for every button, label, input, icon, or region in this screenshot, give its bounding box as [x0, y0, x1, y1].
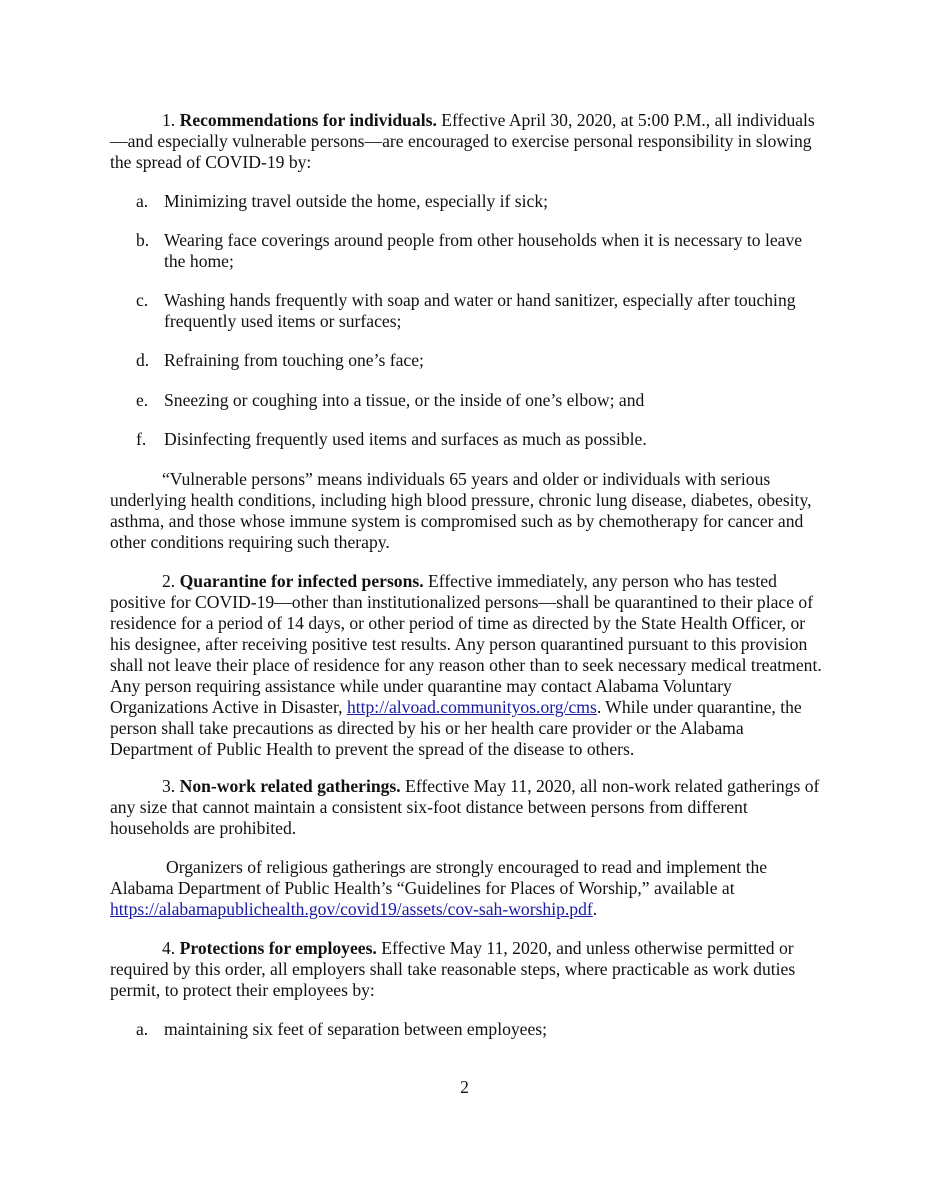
item-text: Refraining from touching one’s face;: [164, 350, 424, 370]
section-4-heading: Protections for employees.: [179, 938, 377, 958]
section-4-text: Effective May 11, 2020, and unless otherwise permitted or required by this order, all employers shall take reasonable steps, where practicable as work duties permit, to protect their employees by:: [110, 938, 796, 1000]
section-3-paragraph: [110, 776, 822, 839]
item-letter: b.: [136, 230, 150, 250]
section-1-number: 1.: [162, 110, 176, 130]
item-text: Sneezing or coughing into a tissue, or the inside of one’s elbow; and: [164, 390, 645, 410]
item-text: maintaining six feet of separation between employees;: [164, 1019, 548, 1039]
section-1-item-d: [136, 350, 816, 371]
section-3-number: 3.: [162, 776, 176, 796]
worship-guidelines-link[interactable]: https://alabamapublichealth.gov/covid19/assets/cov-sah-worship.pdf: [110, 899, 593, 919]
religious-gatherings-text: Organizers of religious gatherings are strongly encouraged to read and implement the Alabama Department of Public Health’s “Guidelines for Places of Worship,” available at: [110, 857, 768, 898]
section-1-item-e: [136, 390, 816, 411]
item-letter: f.: [136, 429, 147, 449]
item-letter: d.: [136, 350, 150, 370]
section-4-item-a: [136, 1019, 816, 1040]
item-letter: e.: [136, 390, 149, 410]
section-3-heading: Non-work related gatherings.: [179, 776, 401, 796]
item-letter: a.: [136, 1019, 149, 1039]
item-letter: a.: [136, 191, 149, 211]
section-2-text: Effective immediately, any person who has tested positive for COVID-19—other than institutionalized persons—shall be quarantined to their place of residence for a period of 14 days, or other period of time as directed by the State Health Officer, or his designee, after receiving positive test results. Any person quarantined pursuant to this provision shall not leave their place of residence for any reason other than to seek necessary medical treatment. Any person requiring assistance while under quarantine may contact Alabama Voluntary Organizations Active in Disaster,: [110, 571, 822, 717]
item-letter: c.: [136, 290, 149, 310]
section-2-paragraph: [110, 571, 822, 760]
section-3-text: Effective May 11, 2020, all non-work related gatherings of any size that cannot maintain a consistent six-foot distance between persons from different households are prohibited.: [110, 776, 820, 838]
item-text: Wearing face coverings around people from other households when it is necessary to leave the home;: [164, 230, 803, 271]
section-1-item-b: [136, 230, 816, 272]
item-text: Washing hands frequently with soap and water or hand sanitizer, especially after touching frequently used items or surfaces;: [164, 290, 796, 331]
section-1-item-c: [136, 290, 816, 332]
vulnerable-definition-text: “Vulnerable persons” means individuals 65 years and older or individuals with serious underlying health conditions, including high blood pressure, chronic lung disease, diabetes, obesity, asthma, and those whose immune system is compromised such as by chemotherapy for cancer and other conditions requiring such therapy.: [110, 469, 812, 552]
section-1-heading: Recommendations for individuals.: [179, 110, 437, 130]
religious-gatherings-after: .: [592, 899, 598, 919]
page-number: 2: [460, 1077, 469, 1097]
item-text: Minimizing travel outside the home, especially if sick;: [164, 191, 549, 211]
section-2-number: 2.: [162, 571, 176, 591]
section-4-number: 4.: [162, 938, 176, 958]
section-1-paragraph: [110, 110, 822, 173]
section-2-text-after-link: . While under quarantine, the person shall take precautions as directed by his or her health care provider or the Alabama Department of Public Health to prevent the spread of the disease to others.: [110, 697, 802, 759]
section-1-item-a: [136, 191, 816, 212]
vulnerable-persons-definition: [110, 469, 822, 553]
item-text: Disinfecting frequently used items and surfaces as much as possible.: [164, 429, 647, 449]
religious-gatherings-paragraph: [110, 857, 822, 920]
section-2-heading: Quarantine for infected persons.: [179, 571, 424, 591]
section-4-paragraph: [110, 938, 822, 1001]
alvoad-link[interactable]: http://alvoad.communityos.org/cms: [346, 697, 597, 717]
section-1-item-f: [136, 429, 816, 450]
section-1-text: Effective April 30, 2020, at 5:00 P.M., all individuals—and especially vulnerable persons—are encouraged to exercise personal responsibility in slowing the spread of COVID-19 by:: [110, 110, 815, 172]
